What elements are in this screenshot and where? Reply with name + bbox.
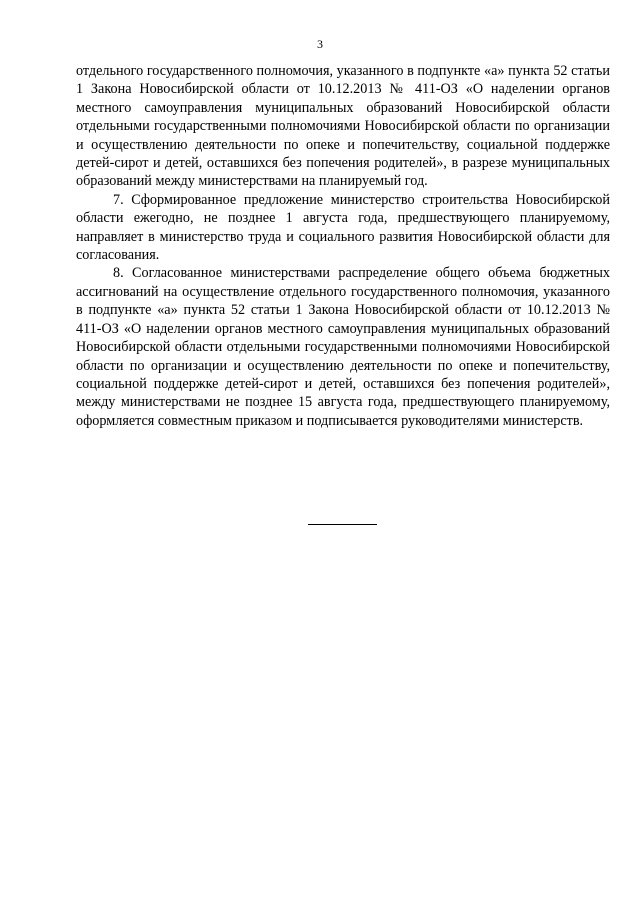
document-body xyxy=(76,62,610,430)
end-of-document-line xyxy=(308,524,377,525)
paragraph-continuation: отдельного государственного полномочия, указанного в подпункте «а» пункта 52 статьи 1 Закона Новосибирской области от 10.12.2013 № 411-ОЗ «О наделении органов местного самоуправления муниципальных образований Новосибирской области отдельными государственными полномочиями Новосибирской области по организации и осуществлению деятельности по опеке и попечительству, социальной поддержке детей-сирот и детей, оставшихся без попечения родителей», в разрезе муниципальных образований между министерствами на планируемый год. xyxy=(76,63,610,190)
paragraph-item-7: 7. Сформированное предложение министерство строительства Новосибирской области ежегодно, не позднее 1 августа года, предшествующего планируемому, направляет в министерство труда и социального развития Новосибирской области для согласования. xyxy=(76,191,610,264)
page-number: 3 xyxy=(317,37,323,51)
paragraph-item-8: 8. Согласованное министерствами распределение общего объема бюджетных ассигнований на осуществление отдельного государственного полномочия, указанного в подпункте «а» пункта 52 статьи 1 Закона Новосибирской области от 10.12.2013 № 411-ОЗ «О наделении органов местного самоуправления муниципальных образований Новосибирской области отдельными государственными полномочиями Новосибирской области по организации и осуществлению деятельности по опеке и попечительству, социальной поддержке детей-сирот и детей, оставшихся без попечения родителей», между министерствами не позднее 15 августа года, предшествующего планируемому, оформляется совместным приказом и подписывается руководителями министерств. xyxy=(76,265,610,429)
